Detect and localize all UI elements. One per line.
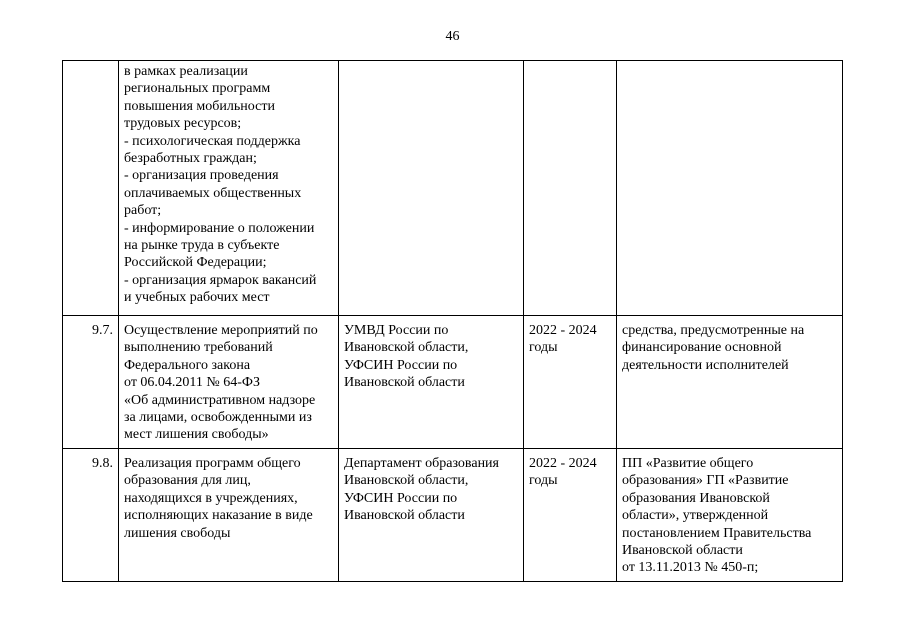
row-number: 9.8. <box>63 449 119 582</box>
funding-cell <box>617 61 843 316</box>
measures-table <box>62 60 843 582</box>
executor-cell <box>339 61 524 316</box>
executor-cell: УМВД России по Ивановской области, УФСИН России по Ивановской области <box>339 316 524 449</box>
table-row <box>63 61 843 316</box>
page-number: 46 <box>445 29 460 44</box>
funding-cell: ПП «Развитие общего образования» ГП «Развитие образования Ивановской области», утвержденной постановлением Правительства Ивановской области от 13.11.2013 № 450-п; <box>617 449 843 582</box>
activity-cell: Осуществление мероприятий по выполнению требований Федерального закона от 06.04.2011 № 64-ФЗ «Об административном надзоре за лицами, освобожденными из мест лишения свободы» <box>119 316 339 449</box>
activity-cell: Реализация программ общего образования для лиц, находящихся в учреждениях, исполняющих наказание в виде лишения свободы <box>119 449 339 582</box>
activity-cell: в рамках реализации региональных программ повышения мобильности трудовых ресурсов; - психологическая поддержка безработных граждан; - организация проведения оплачиваемых общественных работ; - информирование о положении на рынке труда в субъекте Российской Федерации; - организация ярмарок вакансий и учебных рабочих мест <box>119 61 339 316</box>
row-number: 9.7. <box>63 316 119 449</box>
table-row <box>63 449 843 582</box>
period-cell: 2022 - 2024 годы <box>524 316 617 449</box>
funding-cell: средства, предусмотренные на финансирование основной деятельности исполнителей <box>617 316 843 449</box>
period-cell <box>524 61 617 316</box>
row-number <box>63 61 119 316</box>
period-cell: 2022 - 2024 годы <box>524 449 617 582</box>
table-row <box>63 316 843 449</box>
executor-cell: Департамент образования Ивановской области, УФСИН России по Ивановской области <box>339 449 524 582</box>
